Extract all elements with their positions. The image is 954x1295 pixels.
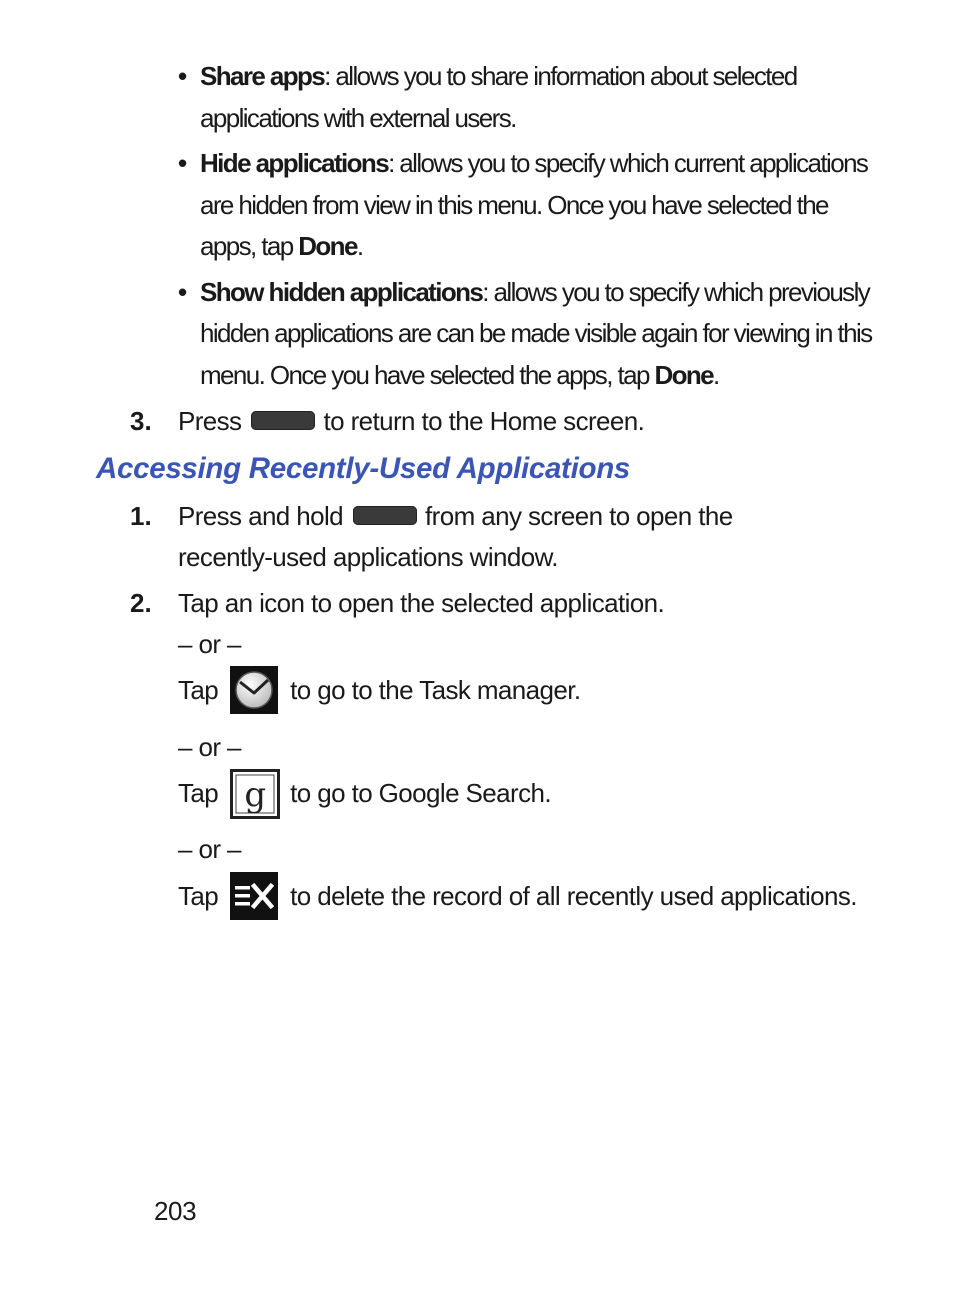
or-separator: – or –	[178, 834, 241, 864]
tap-task-manager	[178, 666, 580, 714]
step-3	[130, 401, 890, 442]
bullet-dot: •	[178, 276, 188, 307]
google-search-icon[interactable]	[230, 769, 278, 817]
bullet-text: : allows you to specify which previously hidden applications are can be made visible again for viewing in this menu. Once you have selected the apps, tap	[200, 276, 872, 390]
bullet-term: Share apps	[200, 61, 325, 91]
home-key-icon	[353, 506, 417, 525]
step-text-before: Press and hold	[178, 501, 344, 531]
tap-text: to delete the record of all recently used applications.	[290, 880, 857, 911]
tap-clear-all	[178, 872, 857, 920]
bullet-tail: .	[713, 359, 719, 390]
step-text: Tap an icon to open the selected application.	[178, 588, 665, 618]
step-1	[130, 496, 890, 578]
bullet-hide-applications	[178, 143, 878, 268]
step-number: 2.	[130, 588, 152, 618]
page-number: 203	[154, 1196, 197, 1226]
bullet-text: : allows you to share information about selected applications with external users.	[200, 61, 797, 133]
tap-google-search	[178, 769, 551, 817]
home-key-icon	[251, 411, 315, 430]
bullet-text: : allows you to specify which current applications are hidden from view in this menu. Once you have selected the apps, tap	[200, 148, 868, 261]
step-2	[130, 583, 890, 624]
svg-text:g: g	[244, 775, 266, 815]
tap-text: to go to Google Search.	[290, 777, 551, 808]
or-separator: – or –	[178, 629, 241, 659]
bullet-term: Hide applications	[200, 148, 389, 178]
tap-label: Tap	[178, 777, 219, 808]
or-separator: – or –	[178, 732, 241, 762]
bullet-show-hidden-applications	[178, 272, 878, 397]
bullet-dot: •	[178, 61, 188, 91]
step-text-after: from any screen to open the recently-used applications window.	[178, 501, 733, 572]
task-manager-icon[interactable]	[230, 666, 278, 714]
bullet-share-apps	[178, 56, 878, 139]
bullet-action: Done	[654, 359, 714, 390]
section-heading: Accessing Recently-Used Applications	[96, 452, 631, 485]
bullet-term: Show hidden applications	[200, 276, 483, 307]
clear-all-icon[interactable]	[230, 872, 278, 920]
bullet-dot: •	[178, 148, 188, 178]
tap-label: Tap	[178, 880, 219, 911]
bullet-tail: .	[356, 231, 363, 261]
bullet-action: Done	[298, 231, 357, 261]
step-text-after: to return to the Home screen.	[323, 406, 645, 436]
tap-text: to go to the Task manager.	[290, 674, 581, 705]
step-text-before: Press	[178, 406, 242, 436]
step-number: 3.	[130, 406, 152, 436]
step-number: 1.	[130, 501, 152, 531]
option-bullet-list	[178, 56, 878, 400]
tap-label: Tap	[178, 674, 219, 705]
